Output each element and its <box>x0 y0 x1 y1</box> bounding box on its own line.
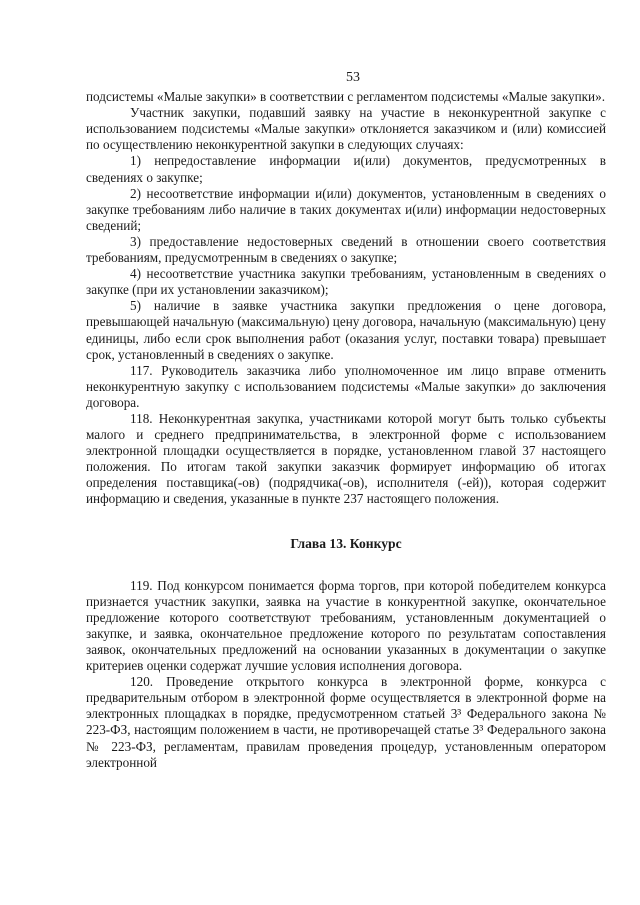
chapter-title: Глава 13. Конкурс <box>290 535 402 551</box>
list-item-5: 5) наличие в заявке участника закупки предложения о цене договора, превышающей начальную (максимальную) цену договора, начальную (максимальную) цену единицы, либо если срок выполнения работ (оказания услуг, поставки товара) превышает срок, установленный в сведениях о закупке. <box>86 298 606 362</box>
list-item-2: 2) несоответствие информации и(или) документов, установленным в сведениях о закупке требованиям либо наличие в таких документах и(или) информации недостоверных сведений; <box>86 185 606 233</box>
page-number: 53 <box>346 70 360 85</box>
paragraph-117: 117. Руководитель заказчика либо уполномоченное им лицо вправе отменить неконкурентную закупку с использованием подсистемы «Малые закупки» до заключения договора. <box>86 362 606 410</box>
paragraph-continuation: подсистемы «Малые закупки» в соответствии с регламентом подсистемы «Малые закупки». <box>86 89 605 105</box>
document-page <box>86 70 606 771</box>
list-item-1: 1) непредоставление информации и(или) документов, предусмотренных в сведениях о закупке; <box>86 153 606 185</box>
list-item-4: 4) несоответствие участника закупки требованиям, установленным в сведениях о закупке (при их установлении заказчиком); <box>86 266 606 298</box>
list-item-3: 3) предоставление недостоверных сведений в отношении своего соответствия требованиям, предусмотренным в сведениях о закупке; <box>86 233 606 266</box>
paragraph-119: 119. Под конкурсом понимается форма торгов, при которой победителем конкурса признается участник закупки, заявка на участие в конкурентной закупке, окончательное предложение которого соответствуют требованиям, установленным документацией о закупке, и заявка, окончательное предложение которого по результатам сопоставления заявок, окончательных предложений на основании указанных в документации о закупке критериев оценки содержат лучшие условия исполнения договора. <box>86 577 606 674</box>
paragraph-rejection-intro: Участник закупки, подавший заявку на участие в неконкурентной закупке с использованием подсистемы «Малые закупки» отклоняется заказчиком и (или) комиссией по осуществлению неконкурентной закупки в следующих случаях: <box>86 105 606 153</box>
paragraph-118: 118. Неконкурентная закупка, участниками которой могут быть только субъекты малого и среднего предпринимательства, в электронной форме с использованием электронной площадки осуществляется в порядке, установленном главой 37 настоящего положения. По итогам такой закупки заказчик формирует информацию об итогах определения поставщика(-ов) (подрядчика(-ов), исполнителя (-ей)), которая содержит информацию и сведения, указанные в пункте 237 настоящего положения. <box>86 410 606 507</box>
paragraph-120: 120. Проведение открытого конкурса в электронной форме, конкурса с предварительным отбором в электронной форме осуществляется в электронной форме на электронных площадках в порядке, предусмотренном статьей 3³ Федерального закона № 223-ФЗ, настоящим положением в части, не противоречащей статье 3³ Федерального закона № 223-ФЗ, регламентам, правилам проведения процедур, установленным оператором электронной <box>86 674 606 770</box>
